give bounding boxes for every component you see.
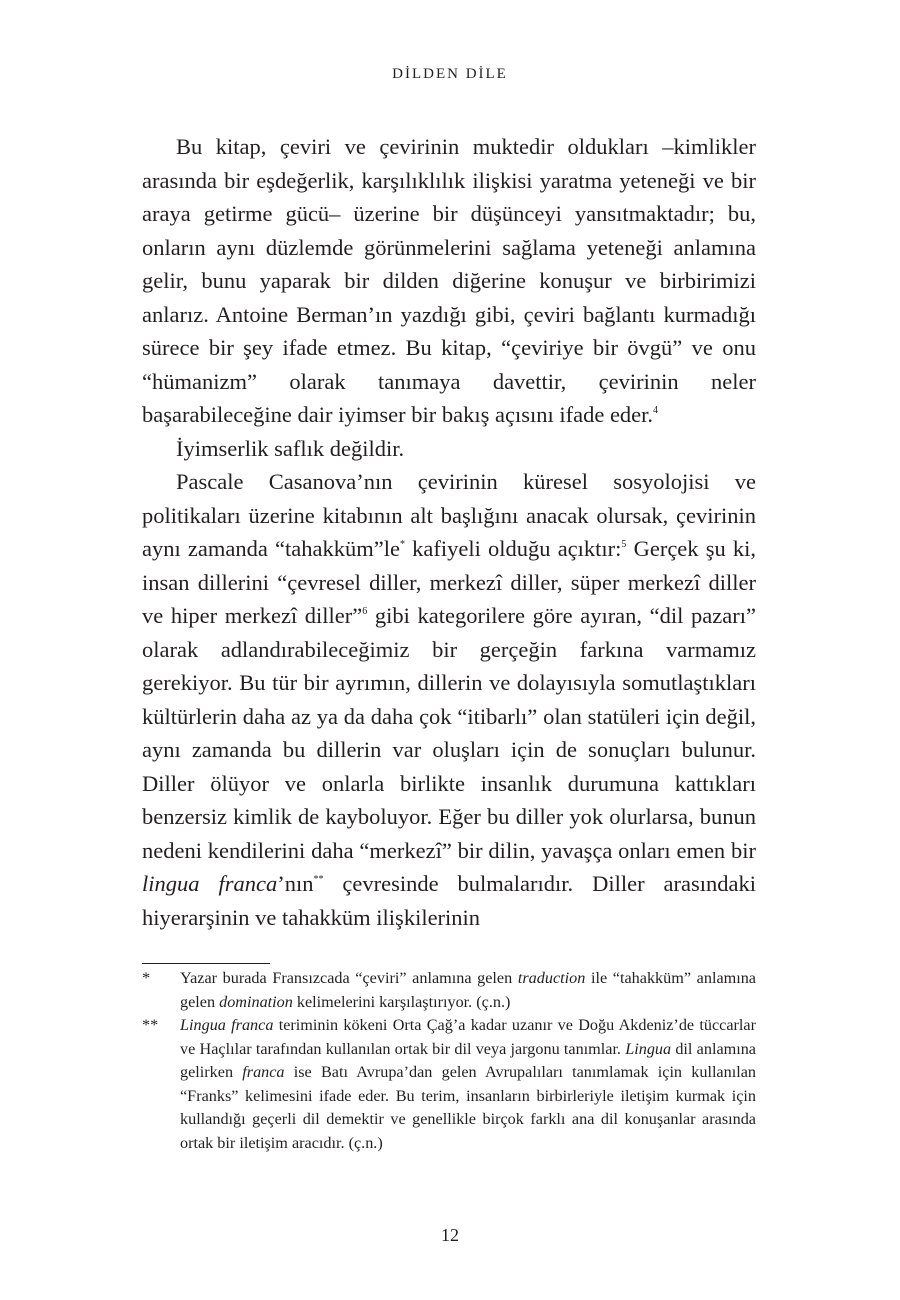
paragraph-3-part: kafiyeli olduğu açıktır: [404,536,622,561]
paragraph-3-part: Pascale Casanova’nın çevirinin küresel sosyolojisi ve politikaları üzerine kitabının alt başlığını anacak olursak, çevirinin aynı zamanda “tahakküm”le [142,469,756,561]
body-text [142,130,756,934]
paragraph-2: İyimserlik saflık değildir. [176,435,405,461]
footnote-text-part: Yazar burada Fransızcada “çeviri” anlamına gelen [180,969,518,987]
paragraph-1 [142,130,756,432]
footnote-text-part: ise Batı Avrupa’dan gelen Avrupalıları tanımlamak için kullanılan “Franks” kelimesini ifade eder. Bu terim, insanların birbirleriyle iletişim kurmak için kullandığı geçerli dil demektir ve genellikle birçok farklı ana dil konuşanlar arasında ortak bir iletişim aracıdır. (ç.n.) [180,1063,756,1152]
footnote-text-part: teriminin kökeni Orta Çağ’a kadar uzanır ve Doğu Akdeniz’de tüccarlar ve Haçlılar tarafından kullanılan ortak bir dil veya jargonu tanımlar. [180,1016,757,1058]
page-number: 12 [441,1225,459,1245]
footnote-ref-star: * [399,539,405,550]
paragraph-3-part: gibi kategorilere göre ayıran, “dil pazarı” olarak adlandırabileceğimiz bir gerçeğin farkına varmamız gerekiyor. Bu tür bir ayrımın, dillerin ve dolayısıyla somutlaştıkları kültürlerin daha az ya da daha çok “itibarlı” olan statüleri için değil, aynı zamanda bu dillerin var oluşları için de sonuçları bulunur. Diller ölüyor ve onlarla birlikte insanlık durumuna kattıkları benzersiz kimlik de kayboluyor. Eğer bu diller yok olurlarsa, bunun nedeni kendilerini daha “merkezî” bir dilin, yavaşça onları emen bir [142,603,756,863]
footnote-mark: ** [142,1016,159,1034]
footnote-text-part: kelimelerini karşılaştırıyor. (ç.n.) [292,992,511,1011]
footnote-mark: * [142,969,151,987]
footnote-ref-5: 5 [621,539,627,550]
running-header: DİLDEN DİLE [392,66,508,82]
footnote-ref-4: 4 [653,405,659,416]
italic-term: lingua franca [142,871,278,896]
footnote-divider [142,963,270,964]
paragraph-3-part: ’nın [277,871,314,896]
footnote-text [180,967,756,1014]
footnote-ref-6: 6 [362,606,368,617]
footnote-ref-double-star: ** [313,874,324,885]
footnote-text-part: ile “tahakküm” anlamına gelen [180,969,756,1011]
footnote-text-part: dil anlamına gelirken [180,1039,756,1081]
italic-term: traduction [517,969,586,987]
footnote-2 [142,1014,756,1155]
footnote-1 [142,967,756,1014]
italic-term: Lingua franca [180,1016,274,1034]
italic-term: franca [242,1063,285,1081]
footnote-text [180,1014,756,1155]
italic-term: domination [219,992,293,1011]
paragraph-3-part: çevresinde bulmalarıdır. Diller arasındaki hiyerarşinin ve tahakküm ilişkilerinin [142,871,756,930]
italic-term: Lingua [625,1039,672,1058]
paragraph-1-text: Bu kitap, çeviri ve çevirinin muktedir oldukları –kimlikler arasında bir eşdeğerlik, karşılıklılık ilişkisi yaratma yeteneği ve bir araya getirme gücü– üzerine bir düşünceyi yansıtmaktadır; bu, onların aynı düzlemde görünmelerini sağlama yeteneği anlamına gelir, bunu yaparak bir dilden diğerine konuşur ve birbirimizi anlarız. Antoine Berman’ın yazdığı gibi, çeviri bağlantı kurmadığı sürece bir şey ifade etmez. Bu kitap, “çeviriye bir övgü” ve onu “hümanizm” olarak tanımaya davettir, çevirinin neler başarabileceğine dair iyimser bir bakış açısını ifade eder. [142,134,756,427]
footnotes [142,967,756,1155]
paragraph-3-part: Gerçek şu ki, insan dillerini “çevresel diller, merkezî diller, süper merkezî diller ve hiper merkezî diller” [142,536,757,628]
paragraph-3 [142,465,756,934]
